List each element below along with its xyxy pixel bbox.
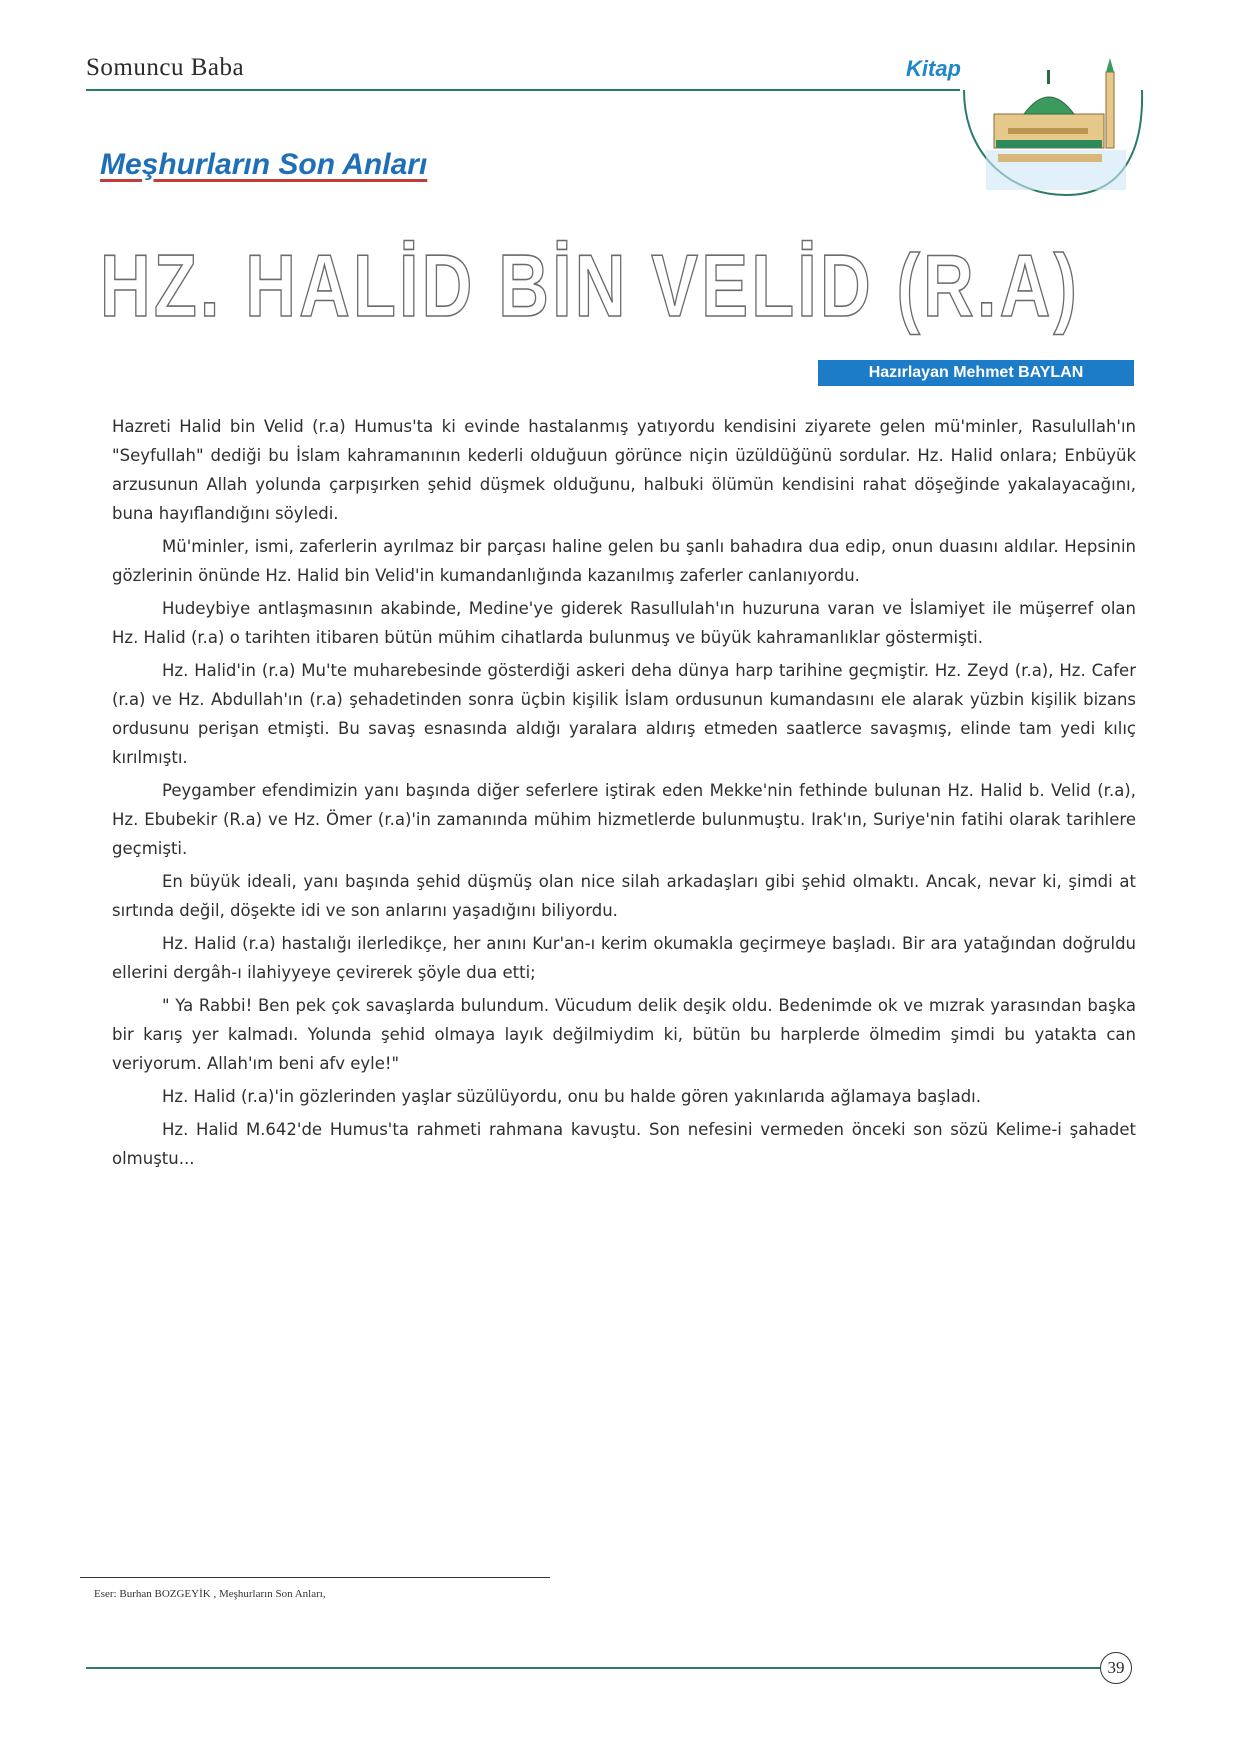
paragraph: Hz. Halid'in (r.a) Mu'te muharebesinde gösterdiği askeri deha dünya harp tarihine geçmiştir. Hz. Zeyd (r.a), Hz. Cafer (r.a) ve Hz. Abdullah'ın (r.a) şehadetinden sonra üçbin kişilik İslam ordusunun kumandasını ele alarak yüzbin kişilik bizans ordusunu perişan etmişti. Bu savaş esnasında aldığı yaralara aldırış etmeden saatlerce savaşmış, elinde tam yedi kılıç kırılmıştı. (112, 661, 1136, 767)
paragraph: Peygamber efendimizin yanı başında diğer seferlere iştirak eden Mekke'nin fethinde bulunan Hz. Halid b. Velid (r.a), Hz. Ebubekir (R.a) ve Hz. Ömer (r.a)'in zamanında mühim hizmetlerde bulunmuştu. Irak'ın, Suriye'nin fatihi olarak tarihlere geçmişti. (112, 781, 1136, 858)
author-bar: Hazırlayan Mehmet BAYLAN (818, 360, 1134, 386)
paragraph: Hazreti Halid bin Velid (r.a) Humus'ta ki evinde hastalanmış yatıyordu kendisini ziyarete gelen mü'minler, Rasulullah'ın "Seyfullah" dediği bu İslam kahramanının kederli olduğuun görünce niçin üzüldüğünü sordular. Hz. Halid onlara; Enbüyük arzusunun Allah yolunda çarpışırken şehid düşmek olduğunu, halbuki ölümün kendisini rahat döşeğinde yakalayacağını, buna hayıflandığını söyledi. (112, 417, 1136, 523)
paragraph: " Ya Rabbi! Ben pek çok savaşlarda bulundum. Vücudum delik deşik oldu. Bedenimde ok ve mızrak yarasından başka bir karış yer kalmadı. Yolunda şehid olmaya layık değilmiydim ki, bütün bu harplerde ölmedim şimdi bu yatakta can veriyorum. Allah'ım beni afv eyle!" (112, 996, 1136, 1073)
paragraph: Mü'minler, ismi, zaferlerin ayrılmaz bir parçası haline gelen bu şanlı bahadıra dua edip, onun duasını aldılar. Hepsinin gözlerinin önünde Hz. Halid bin Velid'in kumandanlığında kazanılmış zaferler canlanıyordu. (112, 537, 1136, 585)
mosque-badge (956, 50, 1146, 198)
paragraph: Hudeybiye antlaşmasının akabinde, Medine'ye giderek Rasullulah'ın huzuruna varan ve İslamiyet ile müşerref olan Hz. Halid (r.a) o tarihten itibaren bütün mühim cihatlarda bulunmuş ve büyük kahramanlıklar göstermişti. (112, 599, 1136, 647)
footnote: Eser: Burhan BOZGEYİK , Meşhurların Son Anları, (94, 1588, 326, 1600)
mosque-icon (994, 58, 1114, 162)
article-title-text: HZ. HALİD BİN VELİD (R.A) (100, 236, 1080, 335)
paragraph: Hz. Halid (r.a)'in gözlerinden yaşlar süzülüyordu, onu bu halde gören yakınlarıda ağlamaya başladı. (162, 1087, 982, 1106)
paragraph: Hz. Halid (r.a) hastalığı ilerledikçe, her anını Kur'an-ı kerim okumakla geçirmeye başladı. Bir ara yatağından doğruldu ellerini dergâh-ı ilahiyyeye çevirerek şöyle dua etti; (112, 934, 1136, 982)
header-rule (86, 89, 960, 91)
article-title (100, 228, 1100, 338)
paragraph: En büyük ideali, yanı başında şehid düşmüş olan nice silah arkadaşları gibi şehid olmaktı. Ancak, nevar ki, şimdi at sırtında değil, döşekte idi ve son anlarını yaşadığını biliyordu. (112, 872, 1136, 920)
page-number: 39 (1100, 1652, 1132, 1684)
paragraph: Hz. Halid M.642'de Humus'ta rahmeti rahmana kavuştu. Son nefesini vermeden önceki son sözü Kelime-i şahadet olmuştu... (112, 1120, 1136, 1168)
footnote-rule (80, 1577, 550, 1578)
section-label: Kitap (906, 56, 961, 81)
article-body (112, 412, 1136, 1177)
magazine-name: Somuncu Baba (86, 54, 245, 81)
series-title: Meşhurların Son Anları (100, 148, 428, 181)
footer-rule (86, 1667, 1100, 1669)
